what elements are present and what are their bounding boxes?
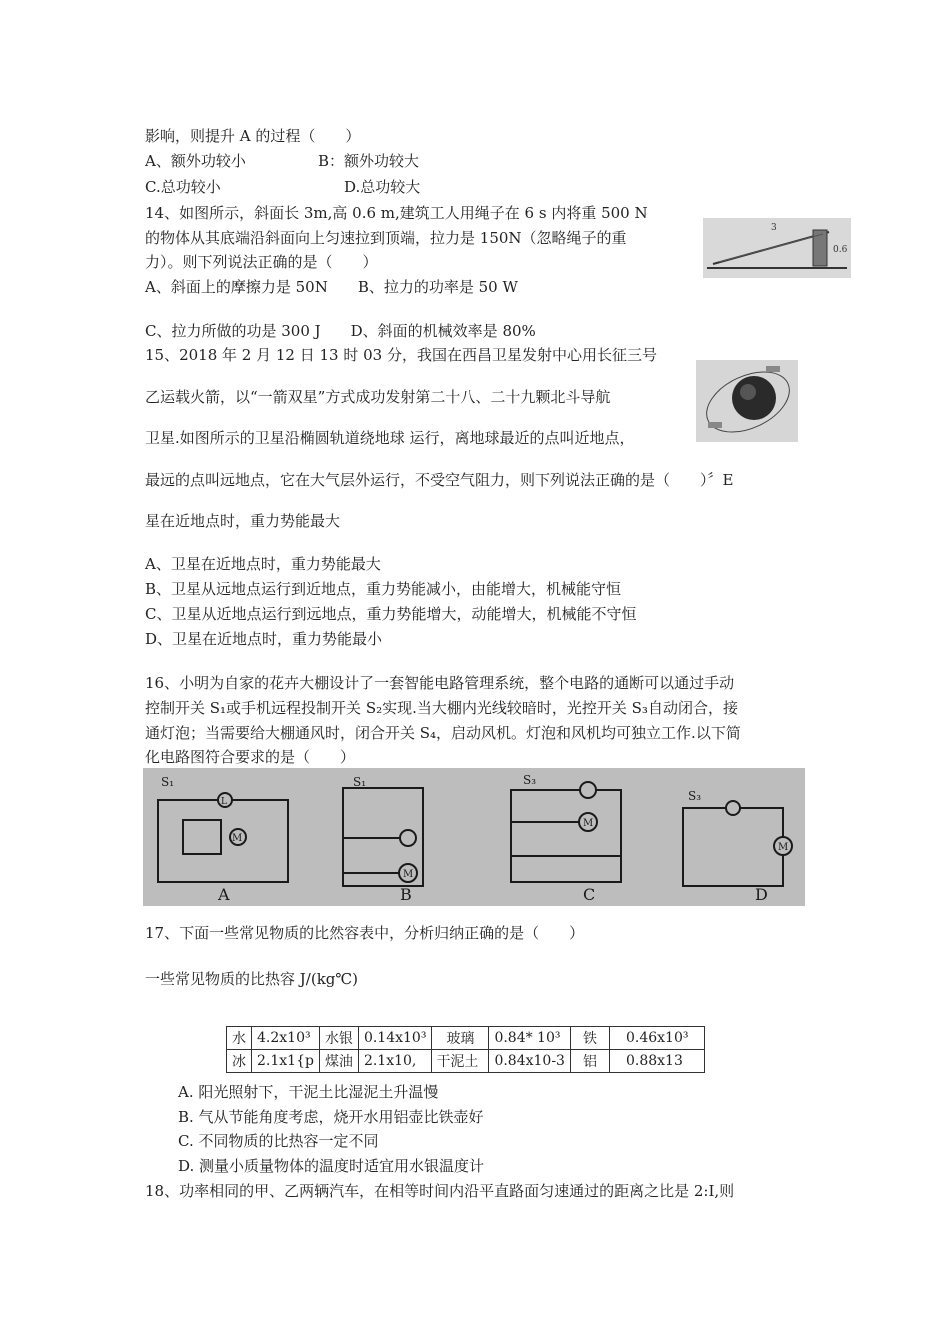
q15-option-a: A、卫星在近地点时，重力势能最大 bbox=[145, 555, 381, 573]
q16-line: 化电路图符合要求的是（ ） bbox=[145, 748, 356, 766]
table-cell: 水 bbox=[227, 1027, 252, 1050]
text-line: 影响，则提升 A 的过程（ ） bbox=[145, 127, 361, 145]
q15-line: 星在近地点时，重力势能最大 bbox=[145, 512, 341, 530]
switch-label: S₁ bbox=[161, 775, 175, 789]
circuit-diagrams bbox=[143, 768, 805, 906]
table-row bbox=[227, 1027, 705, 1050]
q15-line: 卫星.如图所示的卫星沿椭圆轨道绕地球 运行，离地球最近的点叫近地点， bbox=[145, 429, 635, 447]
switch-label: S₃ bbox=[523, 773, 537, 787]
q15-line: 乙运载火箭，以“一箭双星”方式成功发射第二十八、二十九颗北斗导航 bbox=[145, 388, 611, 406]
table-cell: 0.84* 10³ bbox=[489, 1027, 571, 1050]
table-cell: 干泥土 bbox=[432, 1050, 489, 1073]
q17-option-a: A. 阳光照射下，干泥土比湿泥土升温慢 bbox=[178, 1083, 439, 1101]
table-cell: 2.1x10, bbox=[358, 1050, 432, 1073]
q17-option-d: D. 测量小质量物体的温度时适宜用水银温度计 bbox=[178, 1157, 485, 1175]
option-b: B：额外功较大 bbox=[318, 152, 420, 170]
q15-option-b: B、卫星从远地点运行到近地点，重力势能减小，由能增大，机械能守恒 bbox=[145, 580, 622, 598]
q15-option-d: D、卫星在近地点时，重力势能最小 bbox=[145, 630, 383, 648]
q18-line: 18、功率相同的甲、乙两辆汽车，在相等时间内沿平直路面匀速通过的距离之比是 2:I,则 bbox=[145, 1182, 735, 1200]
q17-option-c: C. 不同物质的比热容一定不同 bbox=[178, 1132, 379, 1150]
q14-options: A、斜面上的摩擦力是 50N B、拉力的功率是 50 W bbox=[145, 278, 518, 296]
motor-label: M bbox=[403, 869, 414, 880]
satellite-orbit-figure bbox=[696, 360, 798, 442]
incline-length-label: 3 bbox=[771, 223, 777, 233]
lamp-label: L bbox=[221, 797, 227, 807]
q15-line: 15、2018 年 2 月 12 日 13 时 03 分，我国在西昌卫星发射中心用长征三号 bbox=[145, 346, 657, 364]
table-cell: 0.46x10³ bbox=[609, 1027, 705, 1050]
q14-line: 力）。则下列说法正确的是（ ） bbox=[145, 253, 378, 271]
motor-label: M bbox=[583, 818, 594, 829]
motor-label: M bbox=[778, 842, 789, 853]
table-cell: 2.1x1{p bbox=[252, 1050, 320, 1073]
option-c: C.总功较小 bbox=[145, 178, 221, 196]
q14-line: 14、如图所示，斜面长 3m,高 0.6 m,建筑工人用绳子在 6 s 内将重 500 N bbox=[145, 204, 648, 222]
table-cell: 0.14x10³ bbox=[358, 1027, 432, 1050]
q16-line: 通灯泡；当需要给大棚通风时，闭合开关 S₄，启动风机。灯泡和风机均可独立工作.以下简 bbox=[145, 724, 741, 742]
q14-options: C、拉力所做的功是 300 J D、斜面的机械效率是 80% bbox=[145, 322, 536, 340]
q15-option-c: C、卫星从近地点运行到远地点，重力势能增大，动能增大，机械能不守恒 bbox=[145, 605, 637, 623]
q17-option-b: B. 气从节能角度考虑，烧开水用铝壶比铁壶好 bbox=[178, 1108, 484, 1126]
diagram-label-c: C bbox=[583, 885, 596, 904]
table-cell: 4.2x10³ bbox=[252, 1027, 320, 1050]
table-row bbox=[227, 1050, 705, 1073]
q17-line: 17、下面一些常见物质的比然容表中，分析归纳正确的是（ ） bbox=[145, 924, 585, 942]
incline-height-label: 0.6 bbox=[833, 245, 848, 255]
switch-label: S₁ bbox=[353, 775, 367, 789]
switch-label: S₃ bbox=[688, 789, 702, 803]
table-cell: 0.88x13 bbox=[609, 1050, 705, 1073]
q15-line: 最远的点叫远地点，它在大气层外运行，不受空气阻力，则下列说法正确的是（ ）〞E bbox=[145, 471, 734, 489]
q16-line: 16、小明为自家的花卉大棚设计了一套智能电路管理系统，整个电路的通断可以通过手动 bbox=[145, 674, 735, 692]
q14-line: 的物体从其底端沿斜面向上匀速拉到顶端，拉力是 150N（忽略绳子的重 bbox=[145, 229, 627, 247]
option-d: D.总功较大 bbox=[344, 178, 421, 196]
table-cell: 水银 bbox=[319, 1027, 358, 1050]
table-cell: 煤油 bbox=[319, 1050, 358, 1073]
diagram-label-b: B bbox=[400, 885, 412, 904]
diagram-label-d: D bbox=[755, 885, 768, 904]
incline-figure bbox=[703, 218, 851, 278]
table-cell: 铝 bbox=[570, 1050, 609, 1073]
q17-line: 一些常见物质的比热容 J/(kg℃) bbox=[145, 970, 359, 988]
diagram-label-a: A bbox=[218, 885, 230, 904]
q16-line: 控制开关 S₁或手机远程投制开关 S₂实现.当大棚内光线较暗时，光控开关 S₃自动闭合，接 bbox=[145, 699, 738, 717]
table-cell: 0.84x10-3 bbox=[489, 1050, 571, 1073]
motor-label: M bbox=[232, 833, 243, 844]
table-cell: 冰 bbox=[227, 1050, 252, 1073]
table-cell: 铁 bbox=[570, 1027, 609, 1050]
table-cell: 玻璃 bbox=[432, 1027, 489, 1050]
option-a: A、额外功较小 bbox=[145, 152, 246, 170]
specific-heat-table bbox=[226, 1026, 705, 1073]
